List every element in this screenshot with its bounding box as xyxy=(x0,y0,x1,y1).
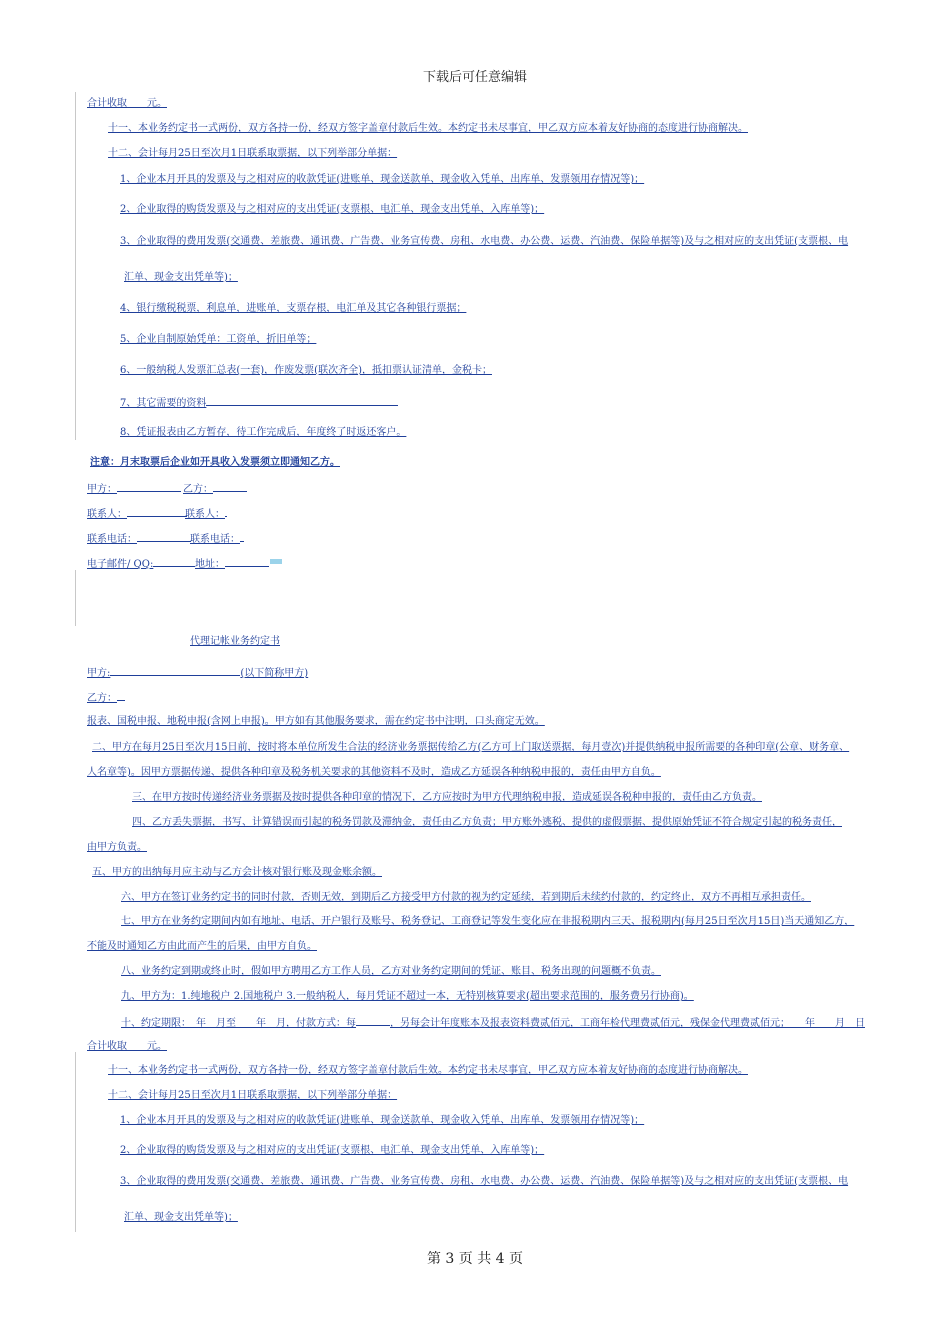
text-line: 汇单、现金支出凭单等)； xyxy=(124,272,238,283)
text-line: 合计收取 元。 xyxy=(87,1041,167,1052)
text-line xyxy=(121,1015,865,1031)
blank-field xyxy=(153,556,195,567)
text-line: 七、甲方在业务约定期间内如有地址、电话、开户银行及账号、税务登记、工商登记等发生变化应在非报税期内三天、报税期内(每月25日至次月15日)当天通知乙方， xyxy=(121,916,855,927)
text-line: 由甲方负责。 xyxy=(87,842,147,853)
text-line: 4、银行缴税税票，利息单，进账单，支票存根，电汇单及其它各种银行票据； xyxy=(120,303,467,314)
text-line: 十一、本业务约定书一式两份，双方各持一份，经双方签字盖章付款后生效。本约定书未尽事宜，甲乙双方应本着友好协商的态度进行协商解决。 xyxy=(108,123,748,134)
text-line: 8、凭证报表由乙方暂存，待工作完成后，年度终了时返还客户。 xyxy=(120,427,407,438)
text-line: 1、企业本月开具的发票及与之相对应的收款凭证(进账单、现金送款单、现金收入凭单、出库单、发票领用存情况等)； xyxy=(120,1115,645,1126)
text-line: 八、业务约定到期或终止时，假如甲方聘用乙方工作人员，乙方对业务约定期间的凭证、账目、税务出现的问题概不负责。 xyxy=(121,966,661,977)
blank-field xyxy=(356,1015,390,1026)
text-line: 2、企业取得的购货发票及与之相对应的支出凭证(支票根、电汇单、现金支出凭单、入库单等)； xyxy=(120,204,545,215)
text-line xyxy=(120,395,398,411)
line-text: 电子邮件/ QQ: xyxy=(87,559,154,570)
label-address xyxy=(195,556,269,572)
text-line: 合计收取 元。 xyxy=(87,98,167,109)
line-text: 甲方： xyxy=(87,484,117,495)
section-title: 代理记帐业务约定书 xyxy=(190,636,280,647)
blank-field xyxy=(110,665,240,676)
label-phone-a xyxy=(87,531,191,547)
text-line: 汇单、现金支出凭单等)； xyxy=(124,1212,238,1223)
text-line: 十一、本业务约定书一式两份，双方各持一份，经双方签字盖章付款后生效。本约定书未尽事宜，甲乙双方应本着友好协商的态度进行协商解决。 xyxy=(108,1065,748,1076)
page-header: 下载后可任意编辑 xyxy=(422,70,527,85)
blank-field xyxy=(225,506,227,517)
label-contact-b xyxy=(185,506,227,522)
line-text: 联系人： xyxy=(185,509,225,520)
margin-rule xyxy=(75,570,76,626)
line-text: 地址： xyxy=(195,559,225,570)
text-line: 2、企业取得的购货发票及与之相对应的支出凭证(支票根、电汇单、现金支出凭单、入库单等)； xyxy=(120,1145,545,1156)
blank-field xyxy=(137,531,191,542)
blank-field xyxy=(213,481,247,492)
line-text: 联系人： xyxy=(87,509,127,520)
label-phone-b xyxy=(190,531,244,547)
label-party-b xyxy=(183,481,247,497)
text-line: 六、甲方在签订业务约定书的同时付款，否则无效，到期后乙方接受甲方付款的视为约定延续，若到期后未续约付款的，约定终止，双方不再相互承担责任。 xyxy=(121,892,811,903)
label-contact-a xyxy=(87,506,187,522)
blank-field xyxy=(117,690,125,701)
line-text: 联系电话： xyxy=(87,534,137,545)
text-line: 报表、国税申报、地税申报(含网上申报)。甲方如有其他服务要求，需在约定书中注明，口头商定无效。 xyxy=(87,716,545,727)
text-line: 3、企业取得的费用发票(交通费、差旅费、通讯费、广告费、业务宣传费、房租、水电费、办公费、运费、汽油费、保险单据等)及与之相对应的支出凭证(支票根、电 xyxy=(120,236,849,247)
text-line: 十二、会计每月25日至次月1日联系取票据，以下列举部分单据： xyxy=(108,1090,398,1101)
line-text: 十、约定期限： 年 月至 年 月，付款方式：每 xyxy=(121,1018,356,1029)
margin-rule xyxy=(75,1052,76,1232)
margin-rule xyxy=(75,92,76,440)
text-line: 不能及时通知乙方由此而产生的后果，由甲方自负。 xyxy=(87,941,317,952)
line-text: 乙方： xyxy=(183,484,213,495)
text-line: 三、在甲方按时传递经济业务票据及按时提供各种印章的情况下，乙方应按时为甲方代理纳税申报，造成延误各税种申报的，责任由乙方负责。 xyxy=(132,792,762,803)
blank-field xyxy=(225,556,269,567)
notice-line: 注意：月末取票后企业如开具收入发票须立即通知乙方。 xyxy=(90,457,340,468)
page-footer: 第 3 页 共 4 页 xyxy=(426,1251,524,1267)
line-text: 乙方： xyxy=(87,693,117,704)
text-line: 二、甲方在每月25日至次月15日前，按时将本单位所发生合法的经济业务票据传给乙方(乙方可上门取送票据，每月壹次)并提供纳税申报所需要的各种印章(公章、财务章、 xyxy=(92,742,850,753)
line-text: ，另每会计年度账本及报表资料费贰佰元，工商年检代理费贰佰元，残保金代理费贰佰元； 年 月 日 xyxy=(390,1018,865,1029)
line-text: (以下简称甲方) xyxy=(240,668,309,679)
blank-field xyxy=(127,506,187,517)
text-line: 人名章等)。因甲方票据传递、提供各种印章及税务机关要求的其他资料不及时，造成乙方延误各种纳税申报的，责任由甲方自负。 xyxy=(87,767,661,778)
text-line: 5、企业自制原始凭单：工资单，折旧单等； xyxy=(120,334,317,345)
text-line: 1、企业本月开具的发票及与之相对应的收款凭证(进账单、现金送款单、现金收入凭单、出库单、发票领用存情况等)； xyxy=(120,174,645,185)
line-text: 7、其它需要的资料 xyxy=(120,398,207,409)
line-text: 甲方: xyxy=(87,668,111,679)
blank-field xyxy=(206,395,398,406)
blank-field xyxy=(240,531,244,542)
label-party-a xyxy=(87,665,308,681)
text-line: 九、甲方为：1.纯地税户 2.国地税户 3.一般纳税人，每月凭证不超过一本，无特别核算要求(超出要求范围的，服务费另行协商)。 xyxy=(121,991,694,1002)
label-party-a xyxy=(87,481,181,497)
text-line: 十二、会计每月25日至次月1日联系取票据，以下列举部分单据： xyxy=(108,148,398,159)
text-line: 四、乙方丢失票据，书写、计算错误而引起的税务罚款及滞纳金，责任由乙方负责；甲方账外逃税、提供的虚假票据、提供原始凭证不符合规定引起的税务责任， xyxy=(132,817,842,828)
label-email-qq xyxy=(87,556,195,572)
label-party-b xyxy=(87,690,125,706)
text-line: 五、甲方的出纳每月应主动与乙方会计核对银行账及现金账余额。 xyxy=(92,867,382,878)
highlight-marker xyxy=(270,559,282,564)
text-line: 3、企业取得的费用发票(交通费、差旅费、通讯费、广告费、业务宣传费、房租、水电费、办公费、运费、汽油费、保险单据等)及与之相对应的支出凭证(支票根、电 xyxy=(120,1176,849,1187)
blank-field xyxy=(117,481,181,492)
text-line: 6、一般纳税人发票汇总表(一套)，作废发票(联次齐全)，抵扣票认证清单，金税卡； xyxy=(120,365,492,376)
line-text: 联系电话： xyxy=(190,534,240,545)
